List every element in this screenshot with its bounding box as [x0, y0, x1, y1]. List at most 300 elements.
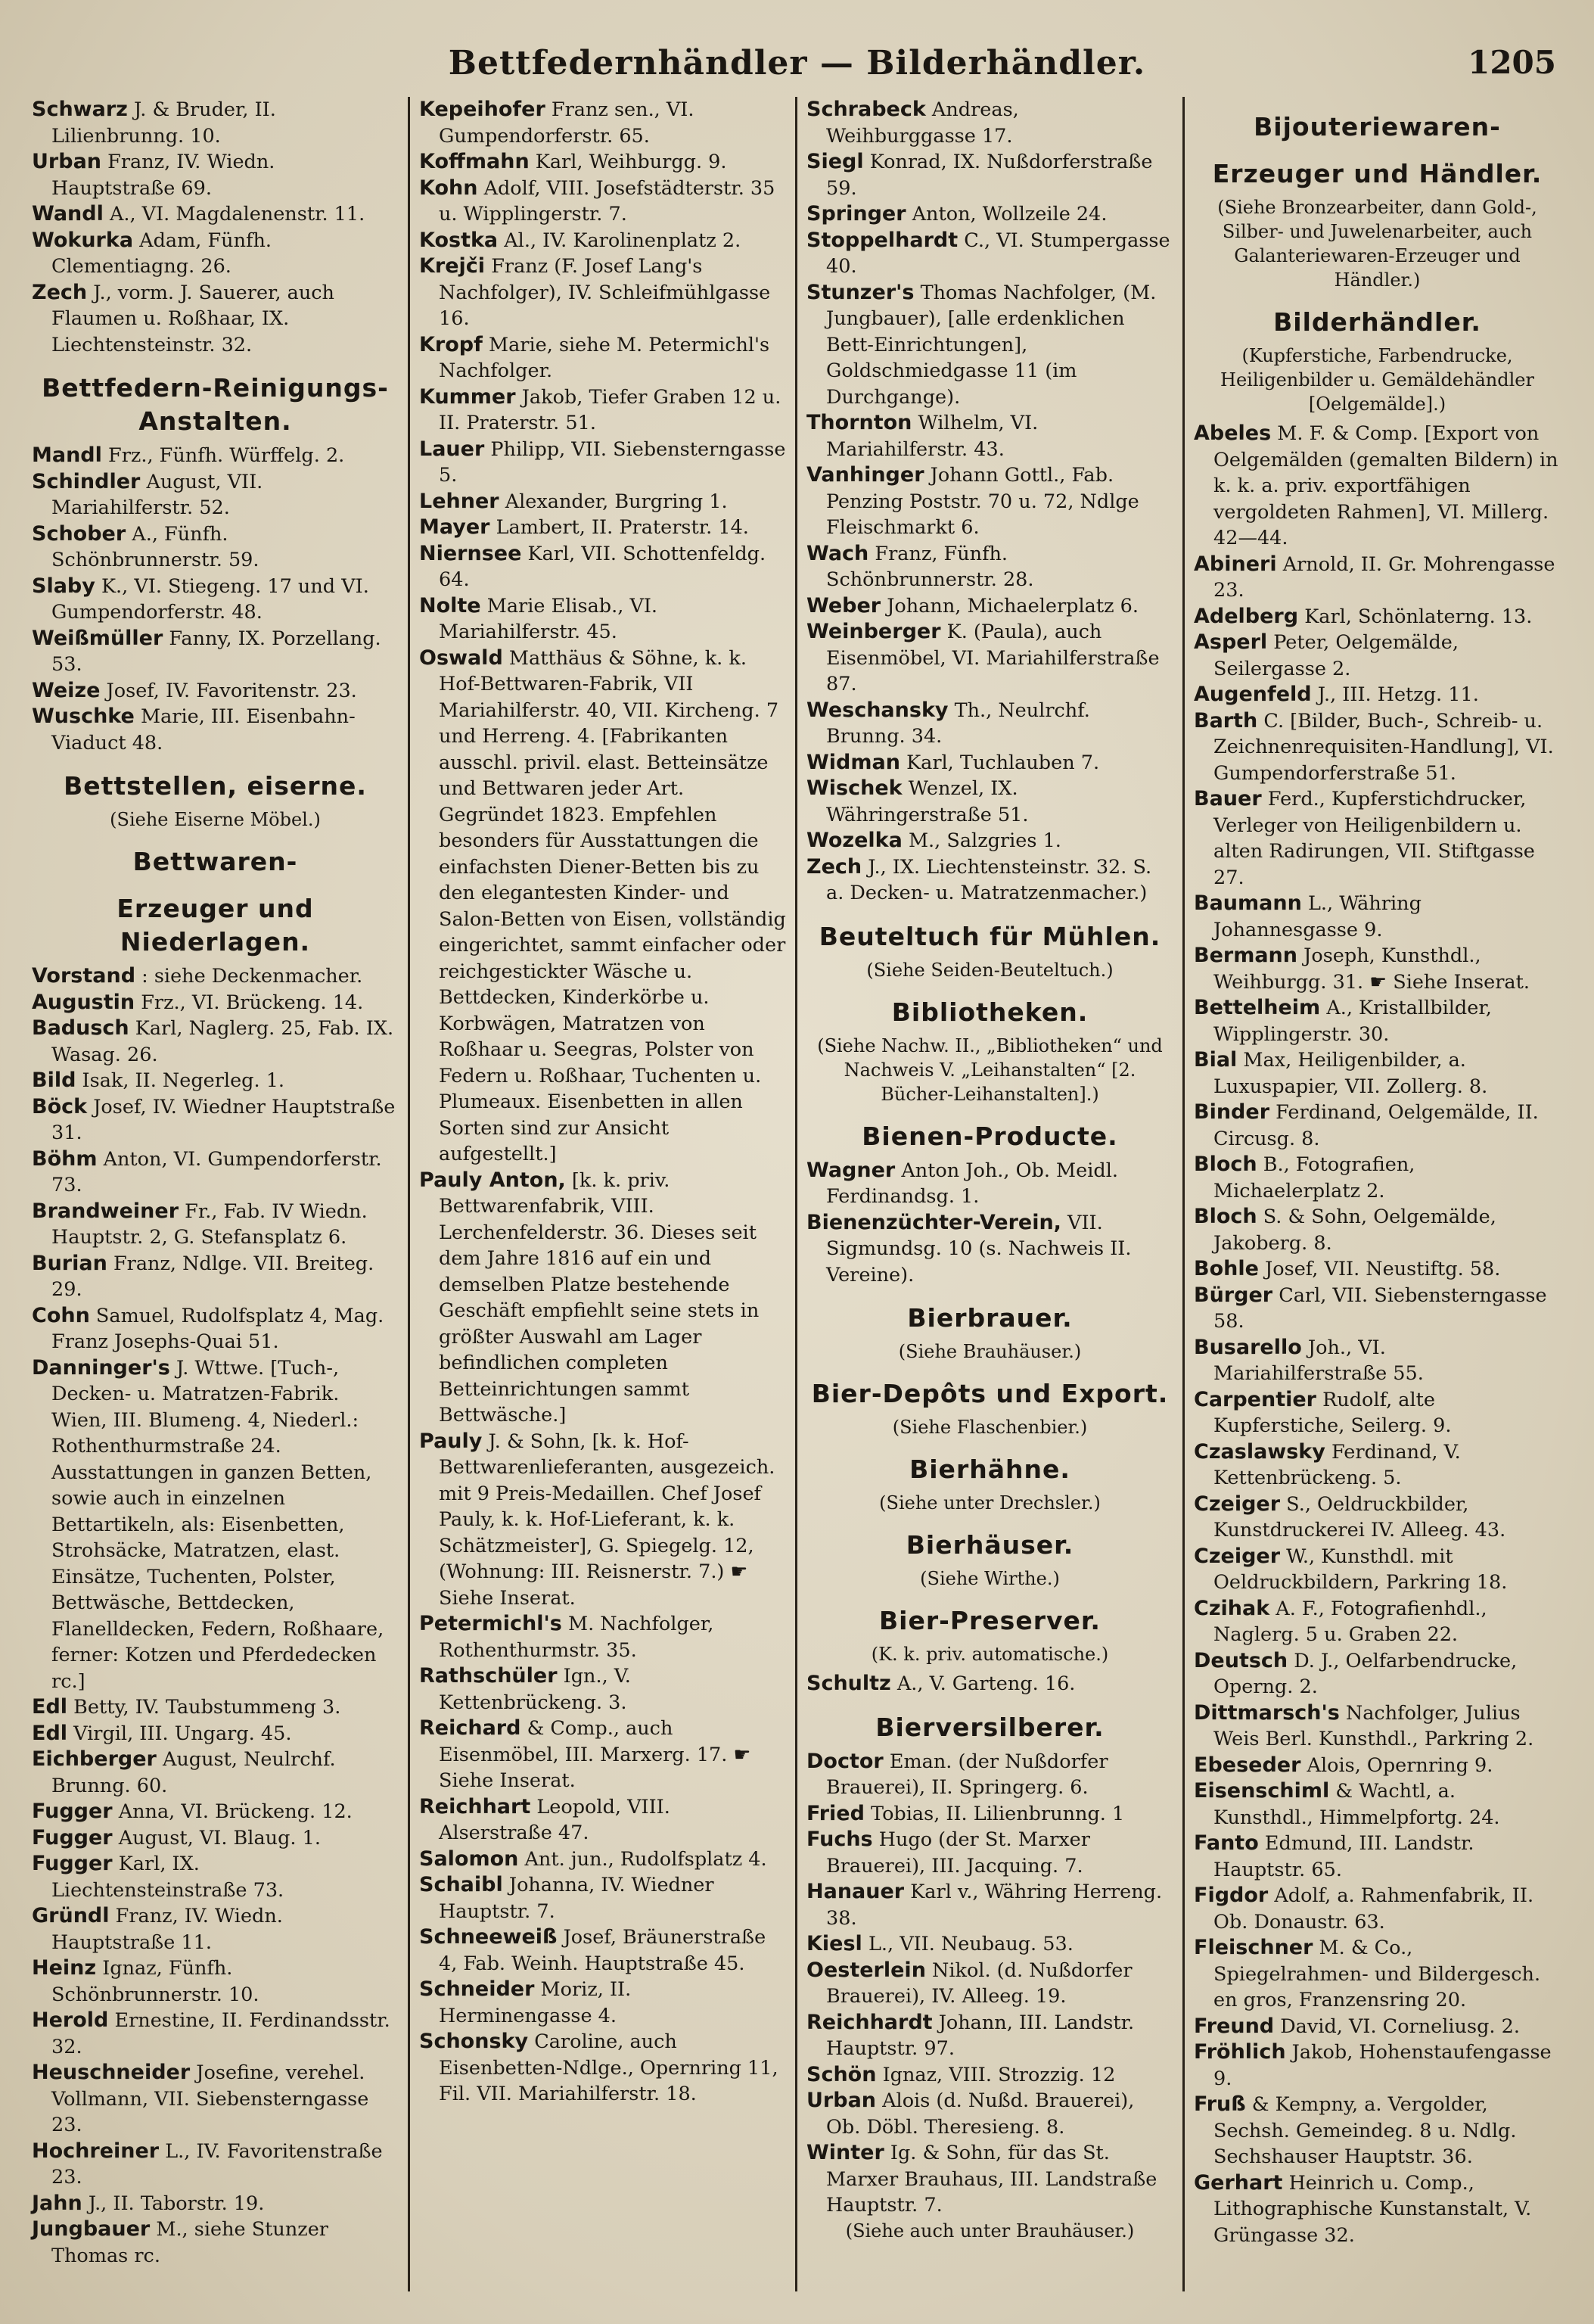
- section-heading: Bilderhändler.: [1273, 307, 1481, 337]
- entry-name: Brandweiner: [32, 1199, 179, 1223]
- entry-details: K., VI. Stiegeng. 17 und VI. Gumpendorferstr. 48.: [51, 574, 369, 624]
- directory-entry: [806, 2140, 1173, 2219]
- entry-details: Edmund, III. Landstr. Hauptstr. 65.: [1213, 1832, 1474, 1881]
- entry-name: Heinz: [32, 1956, 97, 1980]
- entry-name: Barth: [1194, 708, 1258, 733]
- entry-name: Urban: [806, 2089, 877, 2112]
- entry-details: Johann, III. Landstr. Hauptstr. 97.: [826, 2011, 1135, 2060]
- directory-entry: [1194, 1831, 1561, 1883]
- directory-entry: [419, 2029, 786, 2108]
- entry-details: Andreas, Weihburggasse 17.: [826, 98, 1019, 148]
- entry-name: Ebeseder: [1194, 1753, 1301, 1777]
- directory-entry: [1194, 1204, 1561, 1256]
- entry-details: August, VI. Blaug. 1.: [118, 1826, 321, 1850]
- entry-name: Jungbauer: [32, 2217, 151, 2241]
- directory-entry: [419, 97, 786, 149]
- entry-name: Wuschke: [32, 705, 135, 728]
- entry-details: Josefine, verehel. Vollmann, VII. Siebensterngasse 23.: [51, 2061, 369, 2136]
- section-heading: Beuteltuch für Mühlen.: [819, 921, 1161, 951]
- directory-entry: [32, 704, 399, 756]
- entry-details: Frz., Fünfh. Würffelg. 2.: [108, 444, 345, 467]
- entry-details: A., Fünfh. Schönbrunnerstr. 59.: [51, 522, 259, 571]
- section-heading: Bienen-Producte.: [862, 1121, 1118, 1151]
- entry-details: Karl, Weihburgg. 9.: [535, 151, 727, 173]
- cross-reference-note: (Kupferstiche, Farbendrucke, Heiligenbilder u. Gemäldehändler [Oelgemälde].): [1220, 345, 1534, 415]
- entry-details: Anton, VI. Gumpendorferstr. 73.: [51, 1147, 382, 1196]
- directory-entry: [32, 1146, 399, 1199]
- entry-name: Dittmarsch's: [1194, 1700, 1340, 1725]
- entry-details: Wilhelm, VI. Mariahilferstr. 43.: [826, 412, 1039, 461]
- entry-name: Fröhlich: [1194, 2040, 1286, 2064]
- directory-entry: [32, 963, 399, 990]
- entry-details: J. & Bruder, II. Lilienbrunng. 10.: [51, 98, 276, 148]
- entry-name: Schober: [32, 521, 126, 546]
- entry-name: Hochreiner: [32, 2139, 160, 2163]
- directory-entry: [32, 1355, 399, 1695]
- entry-name: Fruß: [1194, 2092, 1246, 2116]
- entry-name: Pauly Anton,: [419, 1168, 566, 1192]
- entry-details: Ignaz, Fünfh. Schönbrunnerstr. 10.: [51, 1957, 259, 2006]
- entry-name: Stoppelhardt: [806, 228, 959, 252]
- entry-details: C., VI. Stumpergasse 40.: [826, 229, 1170, 278]
- directory-entry: [32, 1721, 399, 1747]
- directory-entry: [806, 280, 1173, 411]
- directory-entry: [419, 1168, 786, 1429]
- directory-entry: [32, 990, 399, 1016]
- entry-name: Weschansky: [806, 698, 949, 722]
- directory-entry: [806, 698, 1173, 750]
- cross-reference-note: (Siehe Seiden-Beuteltuch.): [866, 959, 1114, 981]
- entry-name: Vorstand: [32, 964, 136, 988]
- entry-details: J., II. Taborstr. 19.: [88, 2192, 265, 2215]
- entry-name: Badusch: [32, 1016, 129, 1040]
- section-heading: Bijouteriewaren-: [1254, 112, 1501, 142]
- directory-entry: [1194, 943, 1561, 995]
- directory-entry: [419, 332, 786, 384]
- directory-entry: [32, 469, 399, 521]
- entry-details: Karl, Tuchlauben 7.: [906, 751, 1100, 774]
- directory-entry: [32, 1068, 399, 1094]
- entry-details: M. Nachfolger, Rothenthurmstr. 35.: [439, 1613, 714, 1662]
- entry-details: Fanny, IX. Porzellang. 53.: [51, 627, 381, 676]
- entry-details: Philipp, VII. Siebensterngasse 5.: [439, 437, 786, 487]
- entry-name: Rathschüler: [419, 1664, 558, 1688]
- entry-name: Widman: [806, 750, 900, 774]
- directory-entry: [419, 1663, 786, 1716]
- directory-entry: [1194, 1047, 1561, 1100]
- entry-name: Burian: [32, 1251, 107, 1275]
- entry-details: Alois, Opernring 9.: [1307, 1753, 1493, 1777]
- entry-details: Franz (F. Josef Lang's Nachfolger), IV. Schleifmühlgasse 16.: [439, 255, 771, 330]
- directory-entry: [806, 97, 1173, 149]
- entry-details: C. [Bilder, Buch-, Schreib- u. Zeichnenrequisiten-Handlung], VI. Gumpendorferstraße 51.: [1213, 709, 1554, 785]
- cross-reference-note: (Siehe Brauhäuser.): [898, 1341, 1082, 1362]
- entry-name: Jahn: [32, 2191, 82, 2215]
- entry-name: Schonsky: [419, 2030, 529, 2053]
- entry-details: Ferdinand, V. Kettenbrückeng. 5.: [1213, 1440, 1461, 1489]
- entry-details: M., siehe Stunzer Thomas rc.: [51, 2218, 328, 2267]
- entry-name: Asperl: [1194, 630, 1268, 654]
- entry-details: Josef, VII. Neustiftg. 58.: [1265, 1258, 1501, 1280]
- entry-name: Weißmüller: [32, 626, 163, 650]
- directory-columns: [23, 97, 1570, 2291]
- directory-entry: [1194, 995, 1561, 1047]
- cross-reference-note: (Siehe Bronzearbeiter, dann Gold-, Silber- und Juwelenarbeiter, auch Galanteriewaren-Erzeuger und Händler.): [1217, 197, 1537, 291]
- entry-details: Konrad, IX. Nußdorferstraße 59.: [826, 151, 1153, 200]
- entry-name: Kohn: [419, 176, 478, 200]
- entry-name: Hanauer: [806, 1880, 905, 1903]
- entry-name: Fugger: [32, 1800, 113, 1823]
- directory-entry: [32, 201, 399, 228]
- entry-name: Lauer: [419, 437, 485, 461]
- entry-name: Kostka: [419, 228, 499, 252]
- entry-details: VII. Sigmundsg. 10 (s. Nachweis II. Vereine).: [826, 1211, 1132, 1286]
- section-heading: Bier-Preserver.: [879, 1606, 1101, 1635]
- entry-name: Czaslawsky: [1194, 1439, 1325, 1464]
- directory-entry: [1194, 630, 1561, 682]
- directory-entry: [32, 228, 399, 280]
- entry-details: Moriz, II. Herminengasse 4.: [439, 1978, 632, 2027]
- directory-entry: [806, 149, 1173, 201]
- entry-details: Johann Gottl., Fab. Penzing Poststr. 70 u. 72, Ndlge Fleischmarkt 6.: [826, 464, 1139, 539]
- entry-name: Gründl: [32, 1904, 110, 1927]
- entry-name: Fanto: [1194, 1831, 1259, 1855]
- directory-entry: [32, 1799, 399, 1825]
- entry-name: Schindler: [32, 469, 141, 493]
- section-heading: Bierhähne.: [909, 1454, 1070, 1484]
- directory-entry: [1194, 1700, 1561, 1753]
- entry-details: Josef, Bräunerstraße 4, Fab. Weinh. Hauptstraße 45.: [439, 1926, 766, 1975]
- entry-name: Böhm: [32, 1146, 98, 1171]
- entry-details: Ig. & Sohn, für das St. Marxer Brauhaus, III. Landstraße Hauptstr. 7.: [826, 2142, 1157, 2217]
- directory-entry: [32, 2008, 399, 2060]
- directory-entry: [419, 254, 786, 332]
- entry-name: Mandl: [32, 443, 102, 467]
- entry-details: Isak, II. Negerleg. 1.: [82, 1069, 285, 1092]
- entry-name: Slaby: [32, 574, 95, 598]
- directory-entry: [806, 1671, 1173, 1697]
- entry-details: K. (Paula), auch Eisenmöbel, VI. Mariahilferstraße 87.: [826, 621, 1160, 695]
- entry-name: Petermichl's: [419, 1612, 562, 1635]
- entry-details: Betty, IV. Taubstummeng 3.: [73, 1696, 341, 1719]
- running-title: Bettfedernhändler — Bilderhändler.: [448, 44, 1146, 82]
- directory-entry: [1194, 1100, 1561, 1152]
- entry-details: Alois (d. Nußd. Brauerei), Ob. Döbl. Theresieng. 8.: [826, 2089, 1135, 2139]
- entry-name: Cohn: [32, 1303, 90, 1327]
- directory-entry: [419, 1872, 786, 1924]
- entry-details: Wenzel, IX. Währingerstraße 51.: [826, 777, 1029, 826]
- entry-name: Czeiger: [1194, 1492, 1281, 1516]
- entry-name: Krejči: [419, 254, 486, 278]
- entry-details: Caroline, auch Eisenbetten-Ndlge., Opernring 11, Fil. VII. Mariahilferstr. 18.: [439, 2030, 778, 2105]
- directory-entry: [419, 1611, 786, 1663]
- entry-details: Lambert, II. Praterstr. 14.: [496, 516, 749, 539]
- directory-entry: [1194, 1778, 1561, 1831]
- directory-entry: [32, 1825, 399, 1852]
- entry-details: Franz, Ndlge. VII. Breiteg. 29.: [51, 1252, 374, 1301]
- cross-reference-note: (K. k. priv. automatische.): [871, 1644, 1109, 1665]
- directory-entry: [1194, 1883, 1561, 1935]
- entry-details: Max, Heiligenbilder, a. Luxuspapier, VII. Zollerg. 8.: [1213, 1049, 1488, 1098]
- directory-entry: [32, 626, 399, 678]
- directory-entry: [32, 574, 399, 626]
- entry-name: Augustin: [32, 990, 135, 1014]
- entry-details: Ant. jun., Rudolfsplatz 4.: [524, 1847, 767, 1871]
- section-heading: Bier-Depôts und Export.: [811, 1379, 1169, 1408]
- section-heading: Bierversilberer.: [875, 1712, 1105, 1742]
- directory-entry: [32, 1903, 399, 1955]
- directory-entry: [806, 828, 1173, 854]
- entry-details: August, Neulrchf. Brunng. 60.: [51, 1748, 336, 1797]
- directory-entry: [32, 1303, 399, 1355]
- directory-entry: [32, 2217, 399, 2269]
- entry-details: Fr., Fab. IV Wiedn. Hauptstr. 2, G. Stefansplatz 6.: [51, 1199, 368, 1249]
- entry-name: Bild: [32, 1069, 76, 1092]
- entry-name: Wokurka: [32, 228, 134, 252]
- directory-entry: [806, 201, 1173, 228]
- entry-details: Tobias, II. Lilienbrunng. 1: [871, 1802, 1125, 1825]
- entry-details: A., Kristallbilder, Wipplingerstr. 30.: [1213, 997, 1492, 1046]
- directory-entry: [1194, 1492, 1561, 1544]
- directory-entry: [419, 541, 786, 593]
- entry-details: [k. k. priv. Bettwarenfabrik, VIII. Lerchenfelderstr. 36. Dieses seit dem Jahre 1816 auf ein und demselben Platze bestehende Geschäft empfiehlt seine stets in größter Auswahl am Lager befindlichen completen Betteinrichtungen sammt Bettwäsche.]: [439, 1168, 760, 1426]
- directory-entry: [806, 776, 1173, 828]
- entry-name: Reichhart: [419, 1794, 531, 1818]
- entry-details: J., IX. Liechtensteinstr. 32. S. a. Decken- u. Matratzenmacher.): [826, 855, 1152, 904]
- entry-name: Kiesl: [806, 1932, 862, 1955]
- cross-reference-note: (Siehe Eiserne Möbel.): [110, 809, 321, 830]
- entry-details: Joseph, Kunsthdl., Weihburgg. 31. ☛ Siehe Inserat.: [1213, 944, 1530, 994]
- directory-entry: [419, 1716, 786, 1794]
- entry-name: Wozelka: [806, 829, 903, 852]
- entry-details: Th., Neulrchf. Brunng. 34.: [826, 698, 1090, 748]
- directory-entry: [806, 1158, 1173, 1210]
- entry-details: Ferd., Kupferstichdrucker, Verleger von Heiligenbildern u. alten Radirungen, VII. Stiftgasse 27.: [1213, 788, 1535, 889]
- entry-name: Reichhardt: [806, 2010, 933, 2034]
- entry-name: Gerhart: [1194, 2170, 1283, 2195]
- entry-name: Schultz: [806, 1672, 891, 1695]
- entry-details: Karl, IX. Liechtensteinstraße 73.: [51, 1853, 284, 1902]
- directory-entry: [32, 1747, 399, 1799]
- entry-name: Busarello: [1194, 1335, 1302, 1359]
- entry-name: Doctor: [806, 1749, 884, 1773]
- directory-entry: [32, 1016, 399, 1068]
- directory-entry: [1194, 682, 1561, 708]
- cross-reference-note: (Siehe Flaschenbier.): [892, 1417, 1088, 1438]
- directory-entry: [1194, 552, 1561, 604]
- entry-name: Winter: [806, 2141, 884, 2164]
- directory-entry: [32, 1694, 399, 1721]
- entry-name: Salomon: [419, 1846, 519, 1871]
- entry-details: Ernestine, II. Ferdinandsstr. 32.: [51, 2009, 390, 2058]
- entry-name: Herold: [32, 2008, 109, 2032]
- section-heading: Bettstellen, eiserne.: [64, 771, 367, 801]
- entry-name: Eisenschiml: [1194, 1779, 1330, 1803]
- entry-details: A., V. Garteng. 16.: [896, 1672, 1076, 1695]
- entry-name: Bohle: [1194, 1257, 1259, 1280]
- entry-details: B., Fotografien, Michaelerplatz 2.: [1213, 1153, 1415, 1202]
- directory-entry: [806, 854, 1173, 907]
- entry-details: & Kempny, a. Vergolder, Sechsh. Gemeindeg. 8 u. Ndlg. Sechshauser Hauptstr. 36.: [1213, 2093, 1517, 2168]
- entry-name: Freund: [1194, 2014, 1275, 2038]
- column-2: [410, 97, 797, 2291]
- directory-entry: [806, 1958, 1173, 2010]
- entry-details: Eman. (der Nußdorfer Brauerei), II. Springerg. 6.: [826, 1750, 1108, 1799]
- directory-entry: [419, 489, 786, 515]
- directory-entry: [419, 437, 786, 489]
- entry-name: Czihak: [1194, 1596, 1270, 1620]
- directory-entry: [1194, 1596, 1561, 1648]
- entry-name: Mayer: [419, 515, 490, 539]
- entry-details: J. & Sohn, [k. k. Hof-Bettwarenlieferanten, ausgezeich. mit 9 Preis-Medaillen. Chef Josef Pauly, k. k. Hof-Lieferant, k. k. Schätzmeister], G. Spiegelg. 12, (Wohnung: III. Reisnerstr. 7.) ☛ Siehe Inserat.: [439, 1430, 775, 1610]
- directory-entry: [806, 750, 1173, 776]
- page-number: 1205: [1468, 44, 1556, 81]
- directory-entry: [1194, 1152, 1561, 1204]
- entry-name: Stunzer's: [806, 280, 915, 304]
- directory-entry: [1194, 786, 1561, 891]
- entry-name: Oswald: [419, 646, 503, 670]
- entry-details: Arnold, II. Gr. Mohrengasse 23.: [1213, 552, 1555, 602]
- directory-entry: [806, 619, 1173, 698]
- entry-details: M. & Co., Spiegelrahmen- und Bildergesch. en gros, Franzensring 20.: [1213, 1937, 1541, 2011]
- entry-details: Nikol. (d. Nußdorfer Brauerei), IV. Alleeg. 19.: [826, 1958, 1133, 2008]
- entry-name: Bloch: [1194, 1153, 1257, 1176]
- entry-details: W., Kunsthdl. mit Oeldruckbildern, Parkring 18.: [1213, 1545, 1508, 1594]
- page-header: [30, 44, 1564, 89]
- entry-name: Eichberger: [32, 1747, 157, 1771]
- directory-entry: [806, 1801, 1173, 1828]
- entry-details: Nachfolger, Julius Weis Berl. Kunsthdl., Parkring 2.: [1213, 1701, 1534, 1750]
- entry-name: Fried: [806, 1801, 865, 1825]
- entry-details: Thomas Nachfolger, (M. Jungbauer), [alle erdenklichen Bett-Einrichtungen], Goldschmiedgasse 11 (im Durchgange).: [826, 281, 1157, 409]
- directory-entry: [806, 1879, 1173, 1931]
- entry-details: L., VII. Neubaug. 53.: [868, 1933, 1074, 1955]
- directory-entry: [32, 1851, 399, 1903]
- directory-entry: [419, 593, 786, 646]
- entry-name: Kepeihofer: [419, 98, 545, 121]
- entry-details: Karl v., Währing Herreng. 38.: [826, 1881, 1163, 1930]
- column-3: [797, 97, 1185, 2291]
- directory-entry: [32, 2139, 399, 2191]
- entry-details: Hugo (der St. Marxer Brauerei), III. Jacquing. 7.: [826, 1828, 1090, 1878]
- entry-details: Josef, IV. Favoritenstr. 23.: [106, 679, 357, 702]
- entry-details: David, VI. Corneliusg. 2.: [1280, 2014, 1520, 2038]
- directory-entry: [419, 384, 786, 437]
- entry-name: Springer: [806, 202, 906, 226]
- entry-name: Kropf: [419, 332, 483, 356]
- directory-entry: [1194, 2170, 1561, 2249]
- directory-entry: [419, 515, 786, 541]
- entry-name: Reichard: [419, 1716, 521, 1740]
- entry-details: Karl, Schönlaterng. 13.: [1304, 605, 1533, 628]
- entry-name: Vanhinger: [806, 463, 924, 487]
- directory-entry: [806, 1931, 1173, 1958]
- entry-details: S. & Sohn, Oelgemälde, Jakoberg. 8.: [1213, 1206, 1496, 1255]
- directory-entry: [1194, 1935, 1561, 2014]
- section-heading: Erzeuger und Händler.: [1212, 159, 1543, 188]
- entry-details: Adam, Fünfh. Clementiagng. 26.: [51, 229, 272, 278]
- entry-name: Urban: [32, 150, 102, 173]
- entry-details: Peter, Oelgemälde, Seilergasse 2.: [1213, 631, 1459, 680]
- entry-name: Wandl: [32, 202, 104, 226]
- cross-reference-note: (Siehe Nachw. II., „Bibliotheken“ und Nachweis V. „Leihanstalten“ [2. Bücher-Leihanstalten].): [817, 1034, 1163, 1105]
- directory-entry: [1194, 421, 1561, 552]
- directory-entry: [419, 1794, 786, 1846]
- entry-name: Siegl: [806, 150, 864, 173]
- entry-details: Franz, IV. Wiedn. Hauptstraße 11.: [51, 1905, 283, 1954]
- directory-entry: [419, 1977, 786, 2029]
- directory-entry: [419, 1924, 786, 1977]
- entry-details: Ferdinand, Oelgemälde, II. Circusg. 8.: [1213, 1101, 1539, 1150]
- directory-entry: [806, 2062, 1173, 2089]
- entry-name: Thornton: [806, 411, 912, 434]
- entry-details: J., vorm. J. Sauerer, auch Flaumen u. Roßhaar, IX. Liechtensteinstr. 32.: [51, 281, 334, 356]
- entry-name: Figdor: [1194, 1884, 1269, 1907]
- entry-details: Jakob, Tiefer Graben 12 u. II. Praterstr. 51.: [439, 385, 781, 434]
- entry-details: S., Oeldruckbilder, Kunstdruckerei IV. Alleeg. 43.: [1213, 1492, 1506, 1542]
- directory-entry: [806, 1827, 1173, 1879]
- entry-name: Weize: [32, 678, 101, 702]
- entry-name: Baumann: [1194, 891, 1302, 915]
- entry-name: Danninger's: [32, 1355, 170, 1380]
- entry-details: A., VI. Magdalenenstr. 11.: [109, 203, 365, 226]
- entry-details: Joh., VI. Mariahilferstraße 55.: [1213, 1336, 1424, 1385]
- column-1: [23, 97, 410, 2291]
- directory-entry: [1194, 604, 1561, 630]
- entry-name: Fugger: [32, 1825, 113, 1850]
- entry-details: L., Währing Johannesgasse 9.: [1213, 892, 1422, 941]
- entry-details: Karl, Naglerg. 25, Fab. IX. Wasag. 26.: [51, 1017, 394, 1066]
- directory-entry: [1194, 1544, 1561, 1596]
- entry-name: Koffmahn: [419, 150, 530, 173]
- directory-entry: [806, 228, 1173, 280]
- directory-entry: [32, 149, 399, 201]
- directory-entry: [32, 521, 399, 574]
- directory-entry: [1194, 708, 1561, 787]
- entry-name: Schön: [806, 2062, 877, 2086]
- directory-entry: [419, 646, 786, 1168]
- directory-entry: [32, 1955, 399, 2008]
- directory-entry: [32, 1251, 399, 1303]
- entry-details: Adolf, a. Rahmenfabrik, II. Ob. Donaustr. 63.: [1213, 1884, 1534, 1934]
- entry-details: Samuel, Rudolfsplatz 4, Mag. Franz Josephs-Quai 51.: [51, 1304, 384, 1353]
- entry-details: Franz sen., VI. Gumpendorferstr. 65.: [439, 98, 694, 148]
- directory-entry: [1194, 891, 1561, 943]
- entry-name: Lehner: [419, 489, 499, 513]
- entry-details: & Comp., auch Eisenmöbel, III. Marxerg. 17. ☛ Siehe Inserat.: [439, 1717, 751, 1792]
- entry-details: Anton, Wollzeile 24.: [912, 203, 1108, 226]
- entry-name: Edl: [32, 1695, 68, 1719]
- entry-details: Ignaz, VIII. Strozzig. 12: [882, 2063, 1116, 2086]
- cross-reference-note: (Siehe Wirthe.): [920, 1568, 1060, 1589]
- entry-name: Augenfeld: [1194, 683, 1312, 706]
- directory-entry: [32, 1199, 399, 1251]
- entry-details: & Wachtl, a. Kunsthdl., Himmelpfortg. 24.: [1213, 1780, 1500, 1829]
- directory-entry: [1194, 1283, 1561, 1335]
- entry-details: D. J., Oelfarbendrucke, Operng. 2.: [1213, 1649, 1518, 1698]
- directory-entry: [806, 410, 1173, 462]
- entry-details: Virgil, III. Ungarg. 45.: [73, 1722, 292, 1745]
- entry-details: Johann, Michaelerplatz 6.: [887, 594, 1139, 618]
- directory-entry: [419, 149, 786, 176]
- entry-name: Schwarz: [32, 98, 128, 121]
- entry-details: Ign., V. Kettenbrückeng. 3.: [439, 1665, 631, 1714]
- section-heading: Bierhäuser.: [906, 1530, 1074, 1560]
- directory-entry: [419, 228, 786, 254]
- directory-entry: [419, 1429, 786, 1612]
- entry-details: Marie, III. Eisenbahn-Viaduct 48.: [51, 705, 356, 754]
- directory-entry: [32, 280, 399, 359]
